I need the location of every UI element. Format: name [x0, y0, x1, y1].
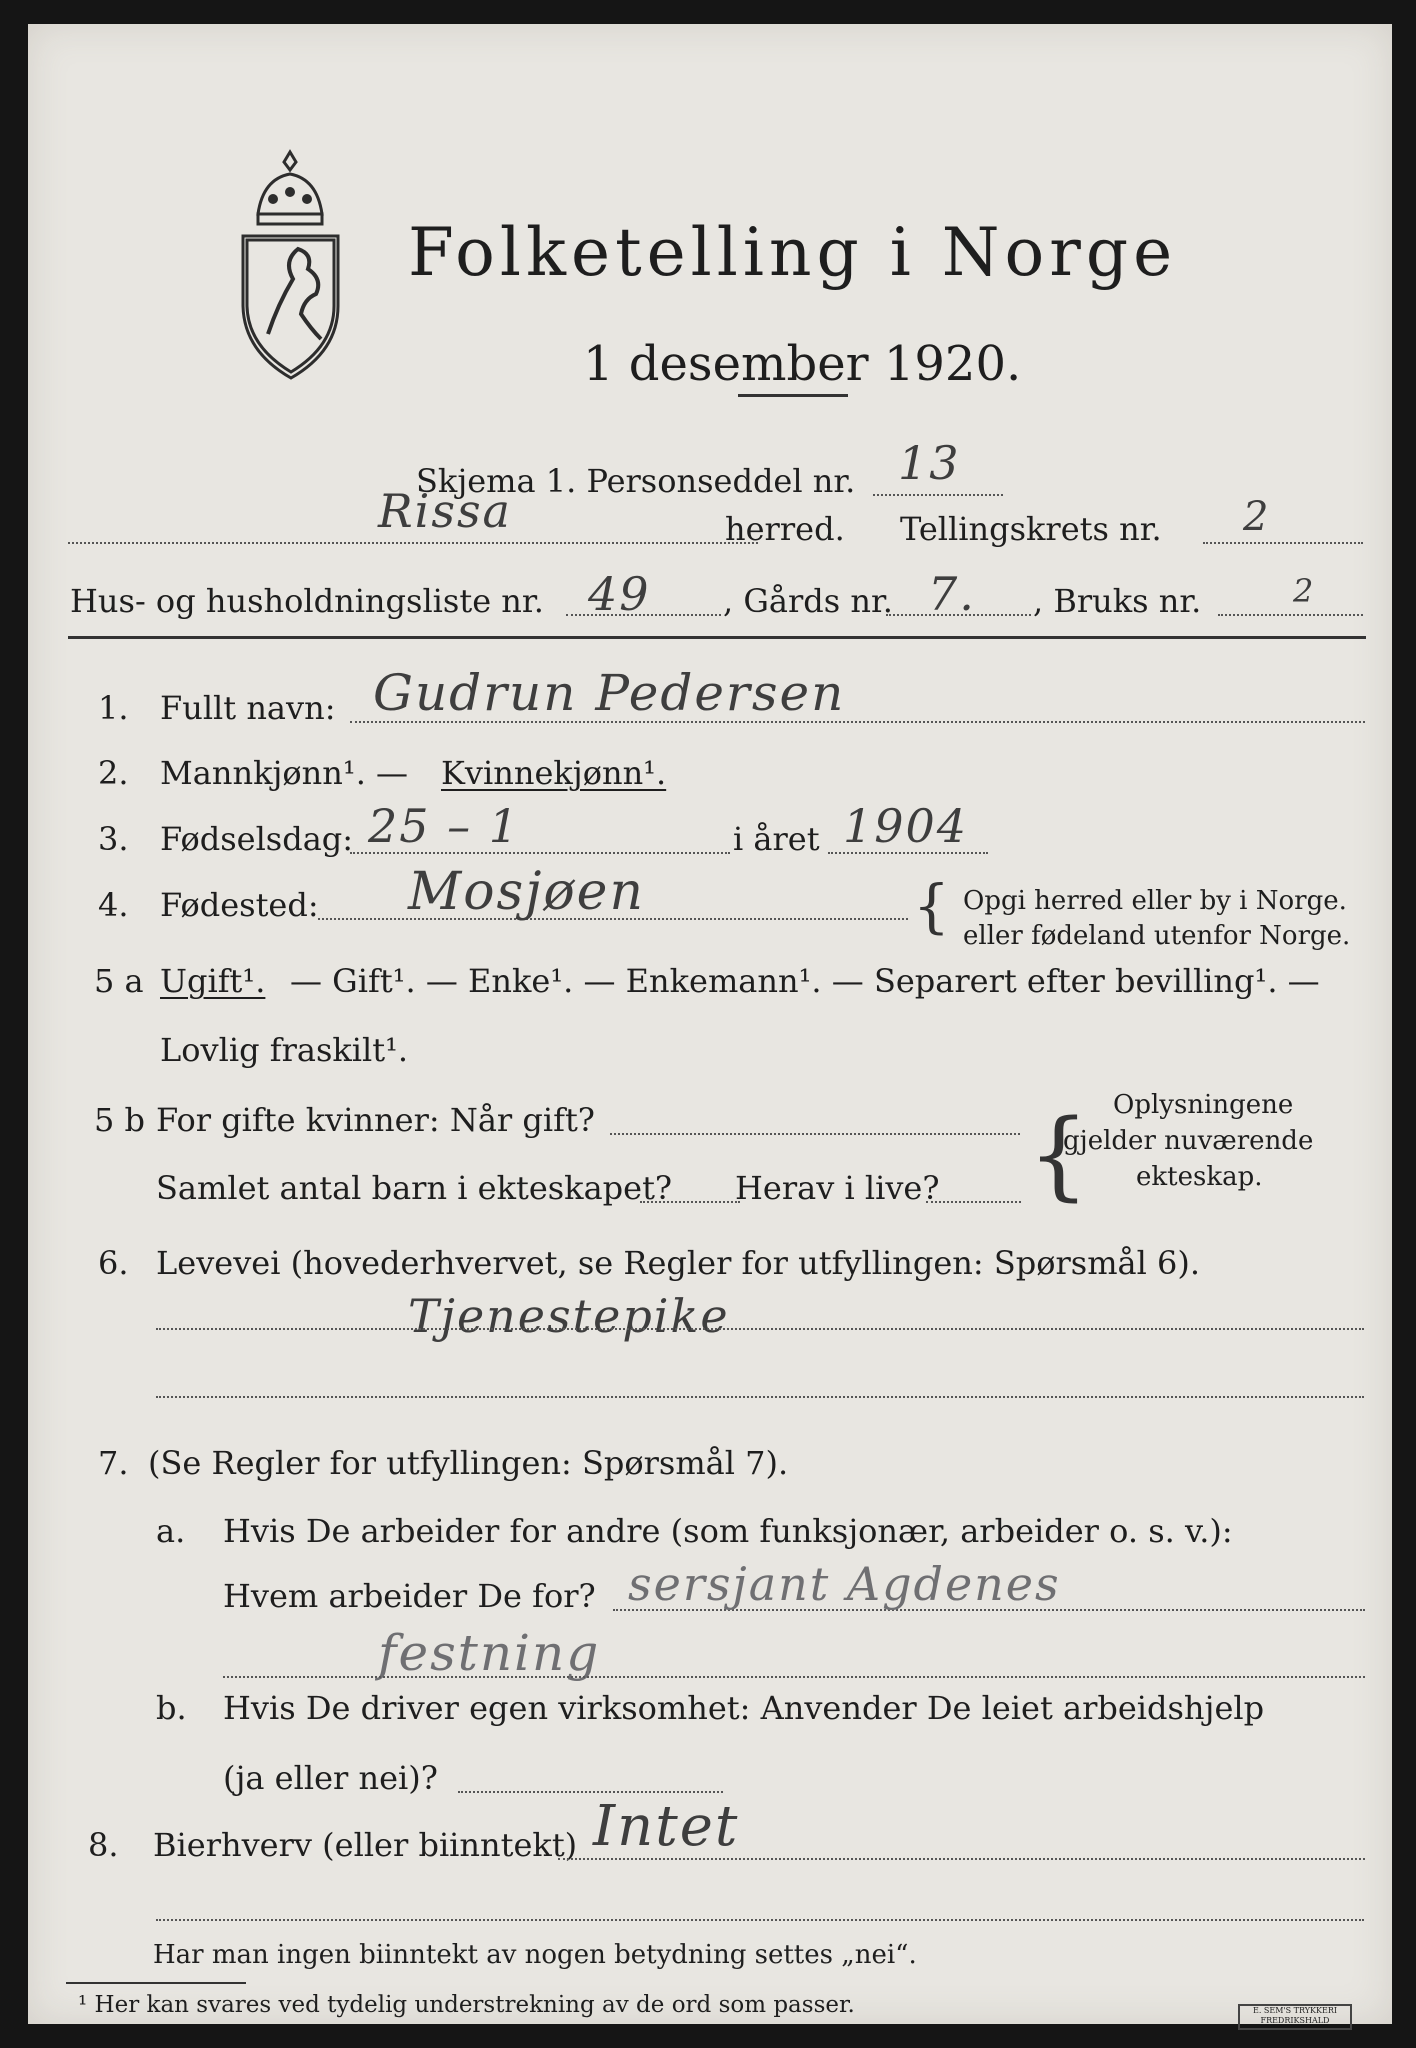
q6-dotted-line-2	[156, 1396, 1364, 1398]
q2-male-option[interactable]: Mannkjønn¹. —	[160, 754, 409, 792]
q5b-children-line	[640, 1201, 740, 1203]
q5b-alive-line	[926, 1201, 1021, 1203]
norwegian-coat-of-arms-icon	[233, 144, 348, 384]
q5b-note-line1: Oplysningene	[1113, 1090, 1294, 1120]
q6-dotted-line-1	[156, 1328, 1364, 1330]
birth-year-value[interactable]: 1904	[843, 799, 969, 853]
q3-year-label: i året	[733, 820, 820, 858]
q6-label: Levevei (hovederhvervet, se Regler for utfyllingen: Spørsmål 6).	[156, 1244, 1201, 1282]
q4-number: 4.	[98, 886, 129, 924]
q2-number: 2.	[98, 754, 129, 792]
q7-label: (Se Regler for utfyllingen: Spørsmål 7).	[148, 1444, 789, 1482]
gards-label: , Gårds nr.	[723, 582, 893, 620]
footnote-rule	[66, 1982, 246, 1984]
nei-note: Har man ingen biinntekt av nogen betydning settes „nei“.	[153, 1940, 917, 1970]
q5b-number: 5 b	[94, 1101, 146, 1139]
q4-note-line1: Opgi herred eller by i Norge.	[963, 886, 1347, 916]
tellingskrets-label: Tellingskrets nr.	[900, 510, 1162, 548]
q5b-note-line2: gjelder nuværende	[1063, 1126, 1314, 1156]
schema-dotted-line	[873, 494, 1003, 496]
q1-number: 1.	[98, 689, 129, 727]
q4-note-line2: eller fødeland utenfor Norge.	[963, 921, 1351, 951]
q3-number: 3.	[98, 820, 129, 858]
q5a-other-options[interactable]: — Gift¹. — Enke¹. — Enkemann¹. — Separert efter bevilling¹. —	[290, 962, 1320, 1000]
q7a-dotted-line-2	[223, 1676, 1365, 1678]
q5b-brace: {	[1028, 1099, 1090, 1211]
q8-number: 8.	[88, 1826, 119, 1864]
hus-value[interactable]: 49	[588, 567, 651, 621]
q5a-lovlig-fraskilt[interactable]: Lovlig fraskilt¹.	[160, 1031, 409, 1069]
q5a-ugift-option-selected[interactable]: Ugift¹.	[160, 962, 266, 1000]
occupation-value[interactable]: Tjenestepike	[408, 1289, 730, 1343]
form-title: Folketelling i Norge	[408, 214, 1178, 291]
q7b-label-line1: Hvis De driver egen virksomhet: Anvender De leiet arbeidshjelp	[223, 1689, 1265, 1727]
tellingskrets-value[interactable]: 2	[1243, 494, 1271, 540]
q5b-children-label: Samlet antal barn i ekteskapet?	[156, 1169, 673, 1207]
q7a-letter: a.	[156, 1512, 186, 1550]
header-rule	[68, 636, 1366, 639]
title-divider	[738, 394, 848, 397]
census-form-page	[28, 24, 1392, 2024]
bruks-dotted-line	[1218, 614, 1363, 616]
bruks-label: , Bruks nr.	[1033, 582, 1202, 620]
side-income-value[interactable]: Intet	[593, 1794, 740, 1859]
q5b-note-line3: ekteskap.	[1136, 1162, 1263, 1192]
gards-value[interactable]: 7.	[928, 567, 976, 621]
q7-number: 7.	[98, 1444, 129, 1482]
q7a-label-line2: Hvem arbeider De for?	[223, 1577, 596, 1615]
herred-dotted-line	[68, 542, 758, 544]
schema-number-value[interactable]: 13	[898, 436, 961, 490]
q4-label: Fødested:	[160, 886, 319, 924]
census-date: 1 desember 1920.	[583, 336, 1022, 392]
q8-dotted-line-2	[156, 1919, 1364, 1921]
footnote: ¹ Her kan svares ved tydelig understrekning av de ord som passer.	[78, 1992, 855, 2018]
employer-value-line1[interactable]: sersjant Agdenes	[628, 1557, 1061, 1611]
q8-label: Bierhverv (eller biinntekt)	[153, 1826, 578, 1864]
q5b-alive-label: Herav i live?	[735, 1169, 940, 1207]
herred-label: herred.	[725, 510, 845, 548]
birthplace-value[interactable]: Mosjøen	[408, 862, 645, 922]
herred-value[interactable]: Rissa	[378, 484, 512, 538]
bruks-value[interactable]: 2	[1293, 572, 1316, 610]
hus-label: Hus- og husholdningsliste nr.	[70, 582, 544, 620]
q5b-when-married-label: For gifte kvinner: Når gift?	[156, 1101, 595, 1139]
q4-brace: {	[913, 872, 950, 940]
q7b-letter: b.	[156, 1689, 187, 1727]
printer-stamp: E. SEM'S TRYKKERI FREDRIKSHALD	[1238, 2004, 1352, 2030]
schema-label: Skjema 1. Personseddel nr.	[416, 462, 856, 500]
q2-female-option-selected[interactable]: Kvinnekjønn¹.	[441, 754, 667, 792]
q1-label: Fullt navn:	[160, 689, 336, 727]
tellingskrets-dotted-line	[1203, 542, 1363, 544]
q3-label: Fødselsdag:	[160, 820, 354, 858]
q6-number: 6.	[98, 1244, 129, 1282]
full-name-value[interactable]: Gudrun Pedersen	[373, 664, 846, 722]
birth-date-value[interactable]: 25 – 1	[368, 799, 521, 853]
q7a-label-line1: Hvis De arbeider for andre (som funksjonær, arbeider o. s. v.):	[223, 1512, 1233, 1550]
q5b-when-married-line	[610, 1133, 1020, 1135]
q7b-dotted-line	[458, 1791, 723, 1793]
q5a-number: 5 a	[94, 962, 144, 1000]
employer-value-line2[interactable]: festning	[378, 1624, 601, 1682]
q7b-label-line2: (ja eller nei)?	[223, 1759, 438, 1797]
